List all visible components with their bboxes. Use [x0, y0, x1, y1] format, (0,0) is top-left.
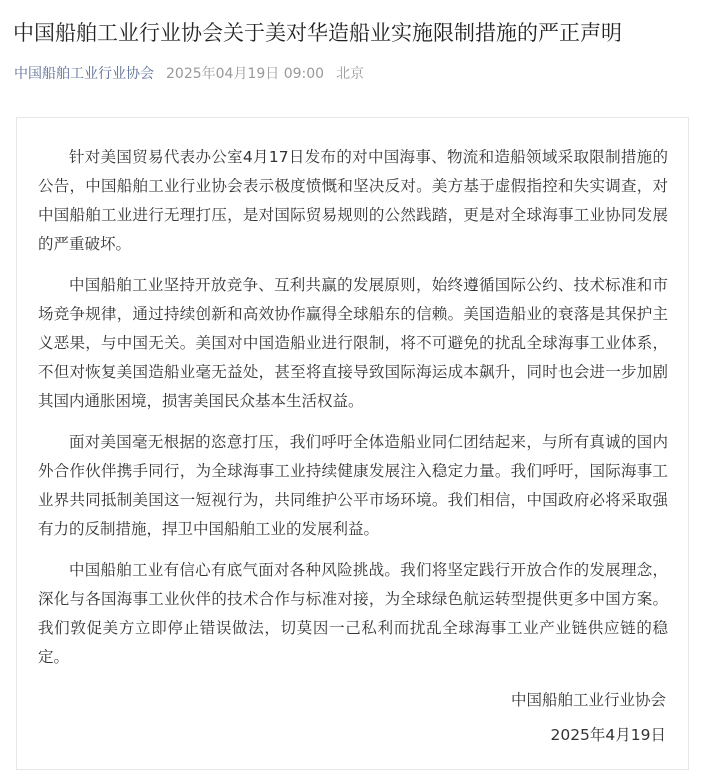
paragraph: 针对美国贸易代表办公室4月17日发布的对中国海事、物流和造船领域采取限制措施的公告，中国船舶工业行业协会表示极度愤慨和坚决反对。美方基于虚假指控和失实调查，对中国船舶工业进行无理打压，是对国际贸易规则的公然践踏，更是对全球海事工业协同发展的严重破坏。: [38, 148, 668, 253]
statement-body: [38, 143, 668, 684]
signature-date: 2025年4月19日: [550, 726, 666, 744]
account-name-link[interactable]: 中国船舶工业行业协会: [14, 66, 154, 82]
paragraph: 面对美国毫无根据的恣意打压，我们呼吁全体造船业同仁团结起来，与所有真诚的国内外合作伙伴携手同行，为全球海事工业持续健康发展注入稳定力量。我们呼吁，国际海事工业界共同抵制美国这一短视行为，共同维护公平市场环境。我们相信，中国政府必将采取强有力的反制措施，捍卫中国船舶工业的发展利益。: [38, 433, 668, 538]
signature-organization: 中国船舶工业行业协会: [510, 691, 666, 709]
signature-block: [511, 686, 666, 756]
paragraph: 中国船舶工业坚持开放竞争、互利共赢的发展原则，始终遵循国际公约、技术标准和市场竞争规律，通过持续创新和高效协作赢得全球船东的信赖。美国造船业的衰落是其保护主义恶果，与中国无关。美国对中国造船业进行限制，将不可避免的扰乱全球海事工业体系，不但对恢复美国造船业毫无益处，甚至将直接导致国际海运成本飙升，同时也会进一步加剧其国内通胀困境，损害美国民众基本生活权益。: [38, 276, 668, 410]
article-title: 中国船舶工业行业协会关于美对华造船业实施限制措施的严正声明: [13, 21, 622, 45]
article-meta: [14, 64, 364, 84]
publish-time: 2025年04月19日 09:00: [166, 66, 325, 82]
publish-location: 北京: [336, 66, 365, 82]
paragraph: 中国船舶工业有信心有底气面对各种风险挑战。我们将坚定践行开放合作的发展理念，深化与各国海事工业伙伴的技术合作与标准对接，为全球绿色航运转型提供更多中国方案。我们敦促美方立即停止错误做法，切莫因一己私利而扰乱全球海事工业产业链供应链的稳定。: [38, 561, 668, 666]
